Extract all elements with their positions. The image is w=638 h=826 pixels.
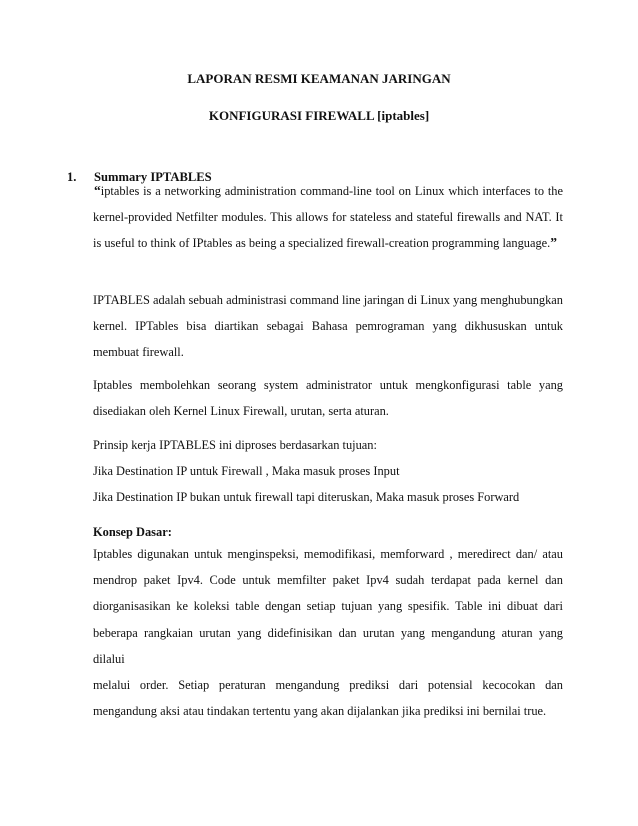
- paragraph-line: melalui order. Setiap peraturan mengandung prediksi dari potensial kecocokan dan: [93, 678, 563, 693]
- paragraph-konsep-dasar: [93, 541, 563, 724]
- quote-line-text: iptables is a networking administration command-line tool on Linux which interfaces to the: [100, 184, 563, 198]
- paragraph-line: Iptables membolehkan seorang system administrator untuk mengkonfigurasi table yang: [93, 378, 563, 392]
- konsep-dasar-heading: Konsep Dasar:: [93, 525, 172, 539]
- paragraph-line: mendrop paket Ipv4. Code untuk memfilter paket Ipv4 sudah terdapat pada kernel dan: [93, 573, 563, 588]
- section-title: Summary IPTABLES: [94, 170, 212, 184]
- paragraph-line: beberapa rangkaian urutan yang didefinisikan dan urutan yang mengandung aturan yang dilalui: [93, 625, 563, 666]
- quote-block: [93, 178, 563, 257]
- quote-line: [93, 230, 563, 256]
- paragraph-line: Jika Destination IP bukan untuk firewall tapi diteruskan, Maka masuk proses Forward: [93, 490, 520, 505]
- paragraph-line: mengandung aksi atau tindakan tertentu yang akan dijalankan jika prediksi ini bernilai true.: [93, 704, 547, 719]
- open-quote-mark: “: [94, 183, 101, 198]
- paragraph-iptables-definition: [93, 287, 563, 366]
- paragraph-line: Iptables digunakan untuk menginspeksi, memodifikasi, memforward , meredirect dan/ atau: [93, 547, 563, 561]
- paragraph-prinsip-kerja: [93, 432, 563, 511]
- quote-line-text: is useful to think of IPtables as being a specialized firewall-creation programming language.: [93, 236, 551, 251]
- paragraph-line: IPTABLES adalah sebuah administrasi command line jaringan di Linux yang menghubungkan: [93, 293, 563, 307]
- document-subtitle: KONFIGURASI FIREWALL [iptables]: [208, 108, 430, 123]
- paragraph-line: Jika Destination IP untuk Firewall , Maka masuk proses Input: [93, 464, 400, 479]
- paragraph-line: disediakan oleh Kernel Linux Firewall, urutan, serta aturan.: [93, 404, 389, 419]
- paragraph-line: membuat firewall.: [93, 345, 184, 360]
- quote-line: kernel-provided Netfilter modules. This allows for stateless and stateful firewalls and NAT. It: [93, 210, 563, 225]
- document-title: LAPORAN RESMI KEAMANAN JARINGAN: [187, 71, 451, 86]
- paragraph-line: Prinsip kerja IPTABLES ini diproses berdasarkan tujuan:: [93, 438, 377, 452]
- quote-line: [93, 178, 563, 204]
- close-quote-mark: ”: [550, 235, 558, 251]
- paragraph-line: diorganisasikan ke koleksi table dengan setiap tujuan yang spesifik. Table ini dibuat dari: [93, 599, 563, 614]
- paragraph-line: kernel. IPTables bisa diartikan sebagai Bahasa pemrograman yang dikhususkan untuk: [93, 319, 563, 334]
- paragraph-iptables-admin: [93, 372, 563, 424]
- section-number: 1.: [67, 170, 77, 184]
